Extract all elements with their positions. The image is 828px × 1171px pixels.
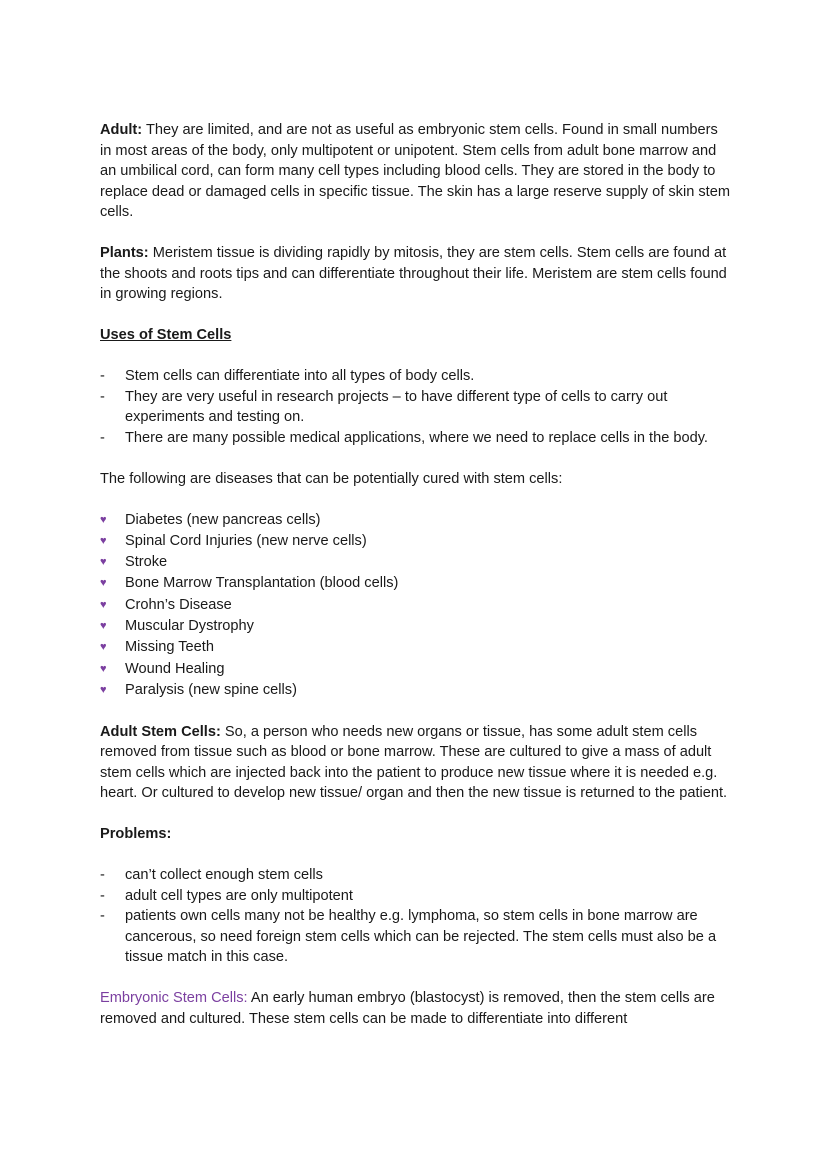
list-item: ♥ Stroke <box>100 552 730 573</box>
heart-bullet-icon: ♥ <box>100 662 107 675</box>
heart-bullet-icon: ♥ <box>100 556 107 569</box>
dash-marker: - <box>100 887 105 904</box>
heart-bullet-icon: ♥ <box>100 598 107 611</box>
embryonic-text: An early human embryo (blastocyst) is removed, then the stem cells are removed and cultured. These stem cells can be made to differentiate into different <box>100 990 715 1027</box>
adult-stem-label: Adult Stem Cells: <box>100 723 221 740</box>
diseases-list <box>100 510 730 702</box>
dash-marker: - <box>100 908 105 925</box>
list-item: ♥ Wound Healing <box>100 659 730 680</box>
list-item: ♥ Paralysis (new spine cells) <box>100 680 730 701</box>
dash-marker: - <box>100 368 105 384</box>
problems-list <box>100 865 730 968</box>
uses-heading: Uses of Stem Cells <box>100 327 232 343</box>
heart-bullet-icon: ♥ <box>100 641 107 654</box>
adult-paragraph <box>100 120 730 223</box>
problems-heading: Problems: <box>100 826 172 843</box>
list-item: ♥ Missing Teeth <box>100 637 730 658</box>
dash-marker: - <box>100 867 105 884</box>
list-item: - can’t collect enough stem cells <box>100 865 730 886</box>
list-item: - Stem cells can differentiate into all types of body cells. <box>100 366 730 387</box>
plants-text: Meristem tissue is dividing rapidly by mitosis, they are stem cells. Stem cells are found at the shoots and roots tips and can differentiate throughout their life. Meristem are stem cells found in growing regions. <box>100 245 727 302</box>
adult-stem-text: So, a person who needs new organs or tissue, has some adult stem cells removed from tissue such as blood or bone marrow. These are cultured to give a mass of adult stem cells which are injected back into the patient to produce new tissue where it is needed e.g. heart. Or cultured to develop new tissue/ organ and then the new tissue is returned to the patient. <box>100 723 728 802</box>
list-item: ♥ Crohn’s Disease <box>100 595 730 616</box>
plants-label: Plants: <box>100 245 149 261</box>
list-item: - adult cell types are only multipotent <box>100 886 730 907</box>
list-item: ♥ Diabetes (new pancreas cells) <box>100 510 730 531</box>
diseases-intro: The following are diseases that can be potentially cured with stem cells: <box>100 470 563 487</box>
heart-bullet-icon: ♥ <box>100 619 107 632</box>
list-item: - They are very useful in research projects – to have different type of cells to carry out experiments and testing on. <box>100 388 668 425</box>
heart-bullet-icon: ♥ <box>100 513 107 526</box>
list-item: - There are many possible medical applications, where we need to replace cells in the body. <box>100 428 730 449</box>
document-body <box>100 120 730 1029</box>
list-item: ♥ Bone Marrow Transplantation (blood cells) <box>100 573 730 594</box>
heart-bullet-icon: ♥ <box>100 683 107 696</box>
uses-list <box>100 366 730 448</box>
adult-text: They are limited, and are not as useful as embryonic stem cells. Found in small numbers in most areas of the body, only multipotent or unipotent. Stem cells from adult bone marrow and an umbilical cord, can form many cell types including blood cells. They are stored in the body to replace dead or damaged cells in specific tissue. The skin has a large reserve supply of skin stem cells. <box>100 122 731 220</box>
embryonic-paragraph <box>100 988 730 1029</box>
plants-paragraph <box>100 243 730 305</box>
adult-label: Adult: <box>100 122 143 138</box>
heart-bullet-icon: ♥ <box>100 577 107 590</box>
adult-stem-paragraph <box>100 722 730 804</box>
list-item: ♥ Spinal Cord Injuries (new nerve cells) <box>100 531 730 552</box>
dash-marker: - <box>100 388 105 405</box>
embryonic-label: Embryonic Stem Cells: <box>100 990 248 1007</box>
heart-bullet-icon: ♥ <box>100 534 107 547</box>
list-item: ♥ Muscular Dystrophy <box>100 616 730 637</box>
list-item: - patients own cells many not be healthy e.g. lymphoma, so stem cells in bone marrow are cancerous, so need foreign stem cells which can be rejected. The stem cells must also be a tissue match in this case. <box>100 908 717 966</box>
dash-marker: - <box>100 429 105 446</box>
